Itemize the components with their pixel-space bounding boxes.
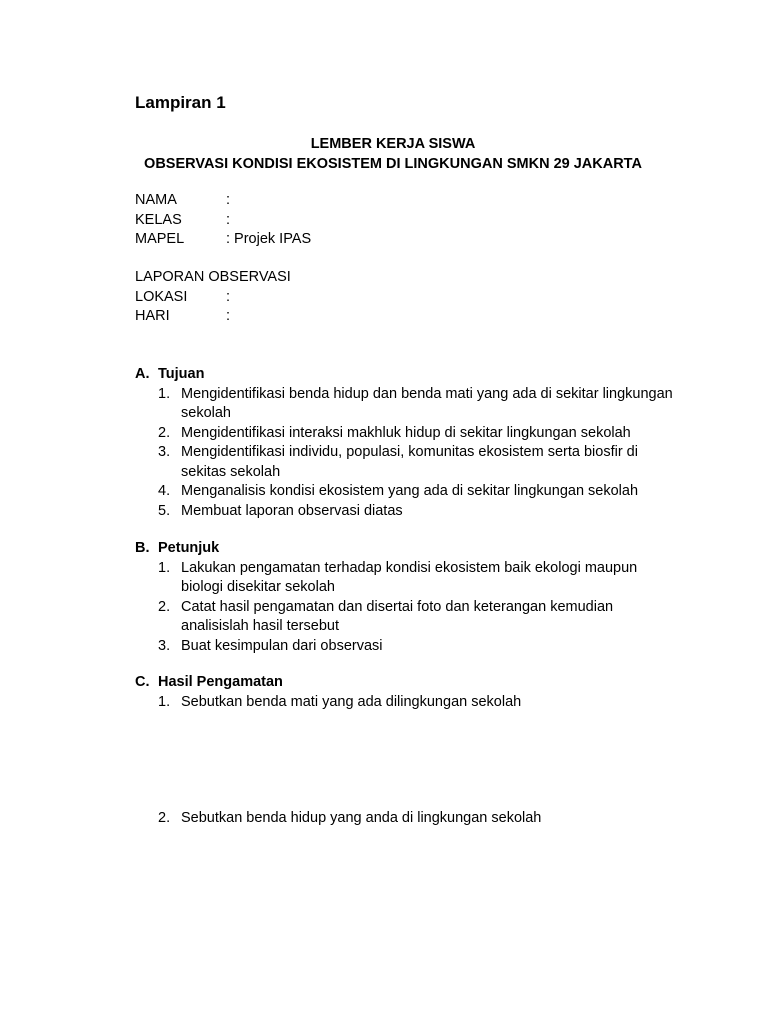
section-letter: B. [135, 540, 150, 556]
list-number: 5. [158, 502, 171, 519]
list-number: 1. [158, 693, 171, 710]
list-item [135, 502, 675, 522]
title-line-2: OBSERVASI KONDISI EKOSISTEM DI LINGKUNGAN SMKN 29 JAKARTA [144, 155, 642, 172]
list-text: Mengidentifikasi benda hidup dan benda mati yang ada di sekitar lingkungan sekolah [181, 385, 673, 421]
identity-value: : [226, 211, 231, 228]
list-text: Sebutkan benda mati yang ada dilingkungan sekolah [181, 693, 522, 710]
section-petunjuk [135, 539, 675, 656]
list-item [135, 385, 675, 424]
list-number: 4. [158, 483, 171, 499]
section-tujuan [135, 365, 675, 521]
report-label: HARI [135, 308, 170, 324]
attachment-label: Lampiran 1 [135, 93, 226, 112]
identity-value: : [226, 192, 231, 208]
list-text: Sebutkan benda hidup yang anda di lingkungan sekolah [181, 810, 542, 826]
identity-label: KELAS [135, 211, 182, 228]
identity-block [135, 191, 311, 250]
section-heading [135, 365, 675, 385]
list-text: Buat kesimpulan dari observasi [181, 637, 383, 654]
list-item [135, 637, 675, 657]
section-heading [135, 539, 675, 559]
section-title: Tujuan [158, 366, 205, 382]
list-item [135, 443, 675, 482]
list-text: Mengidentifikasi interaksi makhluk hidup di sekitar lingkungan sekolah [181, 424, 631, 441]
list-number: 3. [158, 444, 171, 460]
identity-row-nama [135, 191, 311, 211]
identity-row-kelas [135, 211, 311, 231]
list-number: 2. [158, 424, 171, 441]
report-row-hari [135, 307, 291, 327]
list-number: 2. [158, 810, 171, 826]
report-block [135, 268, 291, 327]
report-row-lokasi [135, 288, 291, 308]
report-heading [135, 268, 291, 288]
list-text: Mengidentifikasi individu, populasi, komunitas ekosistem serta biosfir di sekitas sekolah [181, 444, 638, 480]
report-label: LOKASI [135, 288, 188, 305]
section-title: Petunjuk [158, 540, 220, 556]
section-title: Hasil Pengamatan [158, 674, 283, 690]
report-value: : [226, 288, 231, 305]
list-text: Catat hasil pengamatan dan disertai foto dan keterangan kemudian analisislah hasil tersebut [181, 598, 614, 634]
list-number: 1. [158, 559, 171, 576]
worksheet-title [0, 135, 768, 174]
report-heading-text: LAPORAN OBSERVASI [135, 269, 291, 285]
identity-label: NAMA [135, 192, 177, 208]
list-item [135, 482, 675, 502]
list-item [135, 424, 675, 444]
section-heading [135, 673, 675, 693]
identity-value: : Projek IPAS [226, 231, 312, 247]
title-line-1: LEMBER KERJA SISWA [310, 136, 476, 152]
section-letter: C. [135, 674, 150, 690]
identity-label: MAPEL [135, 231, 185, 247]
section-hasil-pengamatan [135, 673, 675, 712]
list-number: 1. [158, 385, 171, 402]
list-item [135, 693, 675, 713]
list-text: Membuat laporan observasi diatas [181, 502, 403, 519]
list-item [135, 809, 675, 829]
list-text: Menganalisis kondisi ekosistem yang ada di sekitar lingkungan sekolah [181, 483, 639, 499]
section-letter: A. [135, 366, 150, 382]
identity-row-mapel [135, 230, 311, 250]
section-hasil-pengamatan-cont [135, 809, 675, 829]
list-number: 3. [158, 637, 171, 654]
list-item [135, 559, 675, 598]
list-item [135, 598, 675, 637]
report-value: : [226, 308, 231, 324]
list-text: Lakukan pengamatan terhadap kondisi ekosistem baik ekologi maupun biologi disekitar sekolah [181, 559, 638, 595]
list-number: 2. [158, 598, 171, 615]
